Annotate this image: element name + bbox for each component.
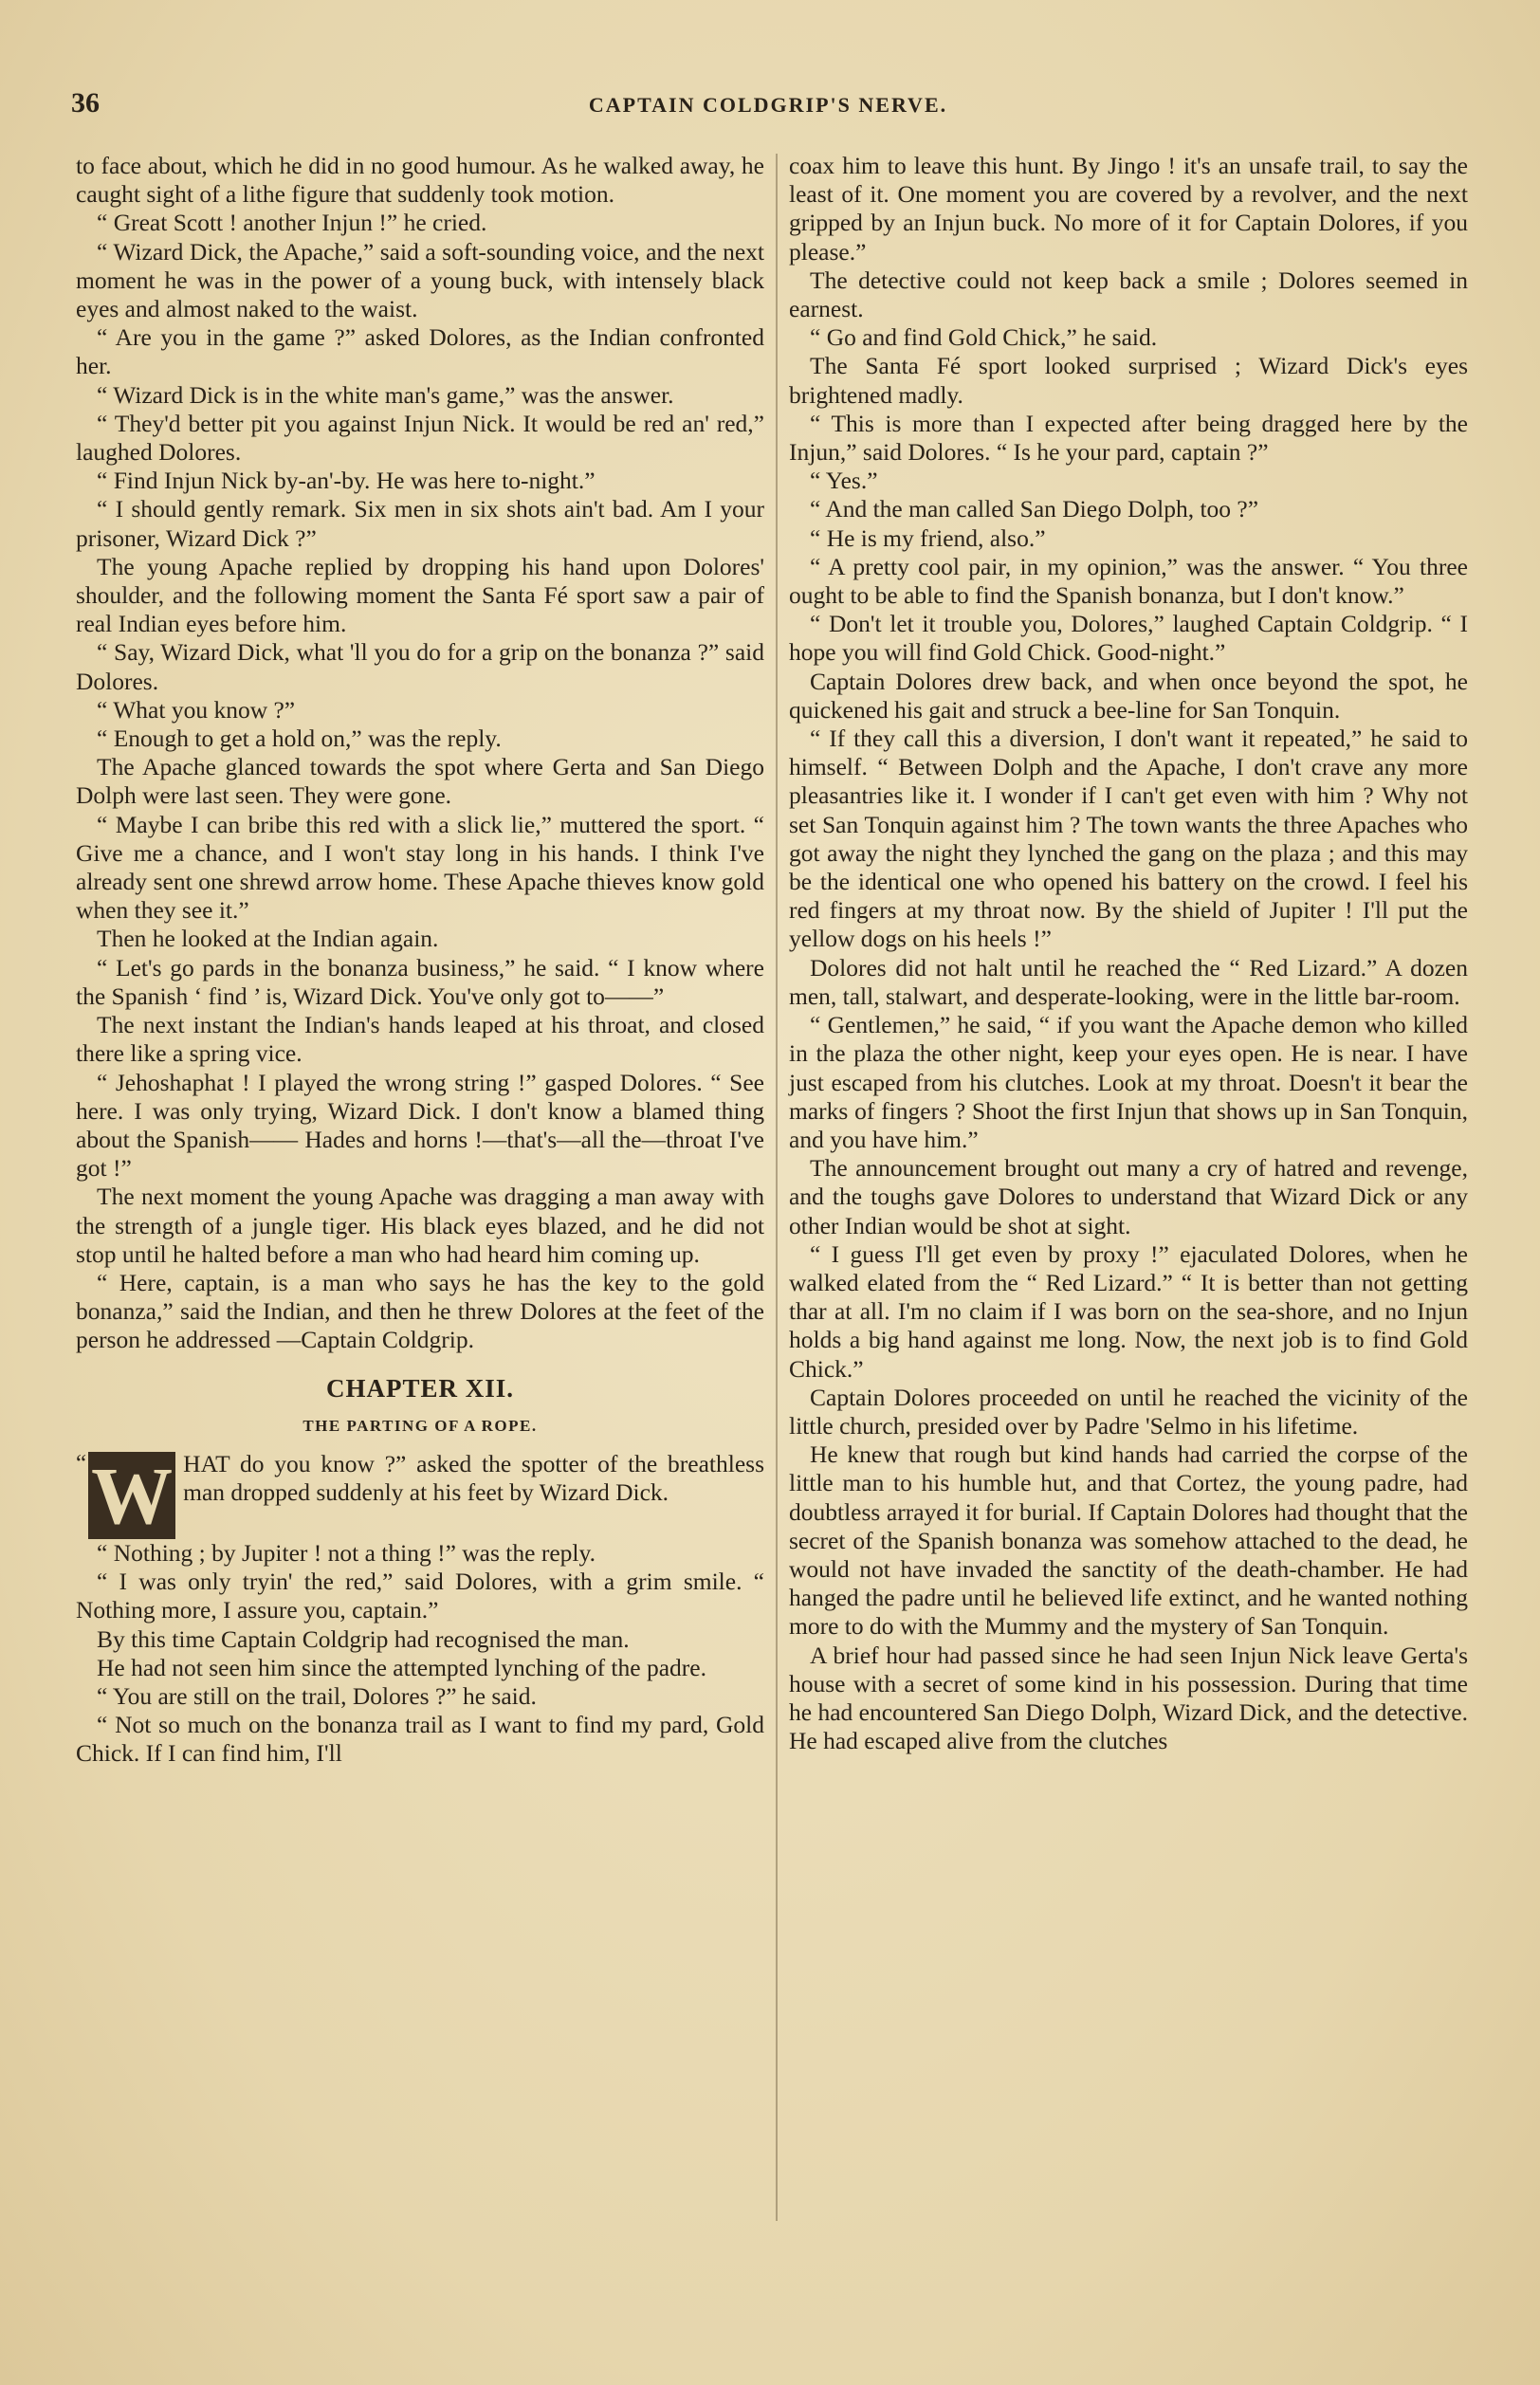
paragraph: “ You are still on the trail, Dolores ?” he said. — [97, 1681, 537, 1710]
paragraph: “ This is more than I expected after being dragged here by the Injun,” said Dolores. “ Is he your pard, captain ?” — [789, 409, 1468, 467]
paragraph: “ Yes.” — [810, 467, 878, 495]
paragraph: “ He is my friend, also.” — [810, 523, 1046, 552]
paragraph: “ Don't let it trouble you, Dolores,” laughed Captain Coldgrip. “ I hope you will find Gold Chick. Good-night.” — [789, 610, 1468, 667]
paragraph: The Apache glanced towards the spot where Gerta and San Diego Dolph were last seen. They were gone. — [76, 753, 764, 810]
column-divider — [776, 154, 778, 2221]
paragraph: “ A pretty cool pair, in my opinion,” was the answer. “ You three ought to be able to find the Spanish bonanza, but I don't know.” — [789, 552, 1468, 610]
page-header — [71, 87, 1465, 125]
paragraph: “ They'd better pit you against Injun Nick. It would be red an' red,” laughed Dolores. — [76, 409, 764, 467]
paragraph: “ Jehoshaphat ! I played the wrong string !” gasped Dolores. “ See here. I was only trying, Wizard Dick. I don't know a blamed thing about the Spanish—— Hades and horns !—that's—all the—throat I've got !” — [76, 1068, 764, 1183]
paragraph: “ Are you in the game ?” asked Dolores, as the Indian confronted her. — [76, 323, 764, 380]
paragraph: The next moment the young Apache was dragging a man away with the strength of a jungle tiger. His black eyes blazed, and he did not stop until he halted before a man who had heard him coming up. — [76, 1183, 764, 1268]
paragraph: “ I was only tryin' the red,” said Dolores, with a grim smile. “ Nothing more, I assure you, captain.” — [76, 1568, 764, 1624]
paragraph: “ Here, captain, is a man who says he has the key to the gold bonanza,” said the Indian, and then he threw Dolores at the feet of the person he addressed —Captain Coldgrip. — [76, 1268, 764, 1354]
paragraph: Captain Dolores proceeded on until he reached the vicinity of the little church, presided over by Padre 'Selmo in his lifetime. — [789, 1383, 1468, 1440]
paragraph: “ Great Scott ! another Injun !” he cried. — [97, 209, 487, 237]
chapter-opening — [76, 1450, 764, 1539]
paragraph: “ Wizard Dick is in the white man's game,” was the answer. — [97, 380, 674, 409]
paragraph: “ Go and find Gold Chick,” he said. — [810, 323, 1158, 352]
paragraph: Dolores did not halt until he reached the “ Red Lizard.” A dozen men, tall, stalwart, and desperate-looking, were in the little bar-room. — [789, 953, 1468, 1010]
paragraph: “ I should gently remark. Six men in six shots ain't bad. Am I your prisoner, Wizard Dick ?” — [76, 495, 764, 552]
paragraph: “ Wizard Dick, the Apache,” said a soft-sounding voice, and the next moment he was in the power of a young buck, with intensely black eyes and almost naked to the waist. — [76, 237, 764, 323]
right-column — [789, 152, 1468, 1755]
paragraph: coax him to leave this hunt. By Jingo ! it's an unsafe trail, to say the least of it. One moment you are covered by a revolver, and the next gripped by an Injun buck. No more of it for Captain Dolores, if you please.” — [789, 152, 1468, 266]
paragraph: to face about, which he did in no good humour. As he walked away, he caught sight of a lithe figure that suddenly took motion. — [76, 152, 764, 209]
paragraph: He knew that rough but kind hands had carried the corpse of the little man to his humble hut, and that Cortez, the young padre, had doubtless arrayed it for burial. If Captain Dolores had thought that the secret of the Spanish bonanza was somehow attached to the dead, he would not have invaded the sanctity of the death-chamber. He had hanged the padre until he believed life extinct, and he wanted nothing more to do with the Mummy and the mystery of San Tonquin. — [789, 1440, 1468, 1641]
paragraph: “ Find Injun Nick by-an'-by. He was here to-night.” — [97, 467, 596, 495]
paragraph: Then he looked at the Indian again. — [97, 925, 439, 953]
paragraph: The announcement brought out many a cry of hatred and revenge, and the toughs gave Dolores to understand that Wizard Dick or any other Indian would be shot at sight. — [789, 1154, 1468, 1239]
paragraph: “ Nothing ; by Jupiter ! not a thing !” was the reply. — [97, 1538, 596, 1567]
running-head: CAPTAIN COLDGRIP'S NERVE. — [588, 93, 948, 117]
paragraph: The young Apache replied by dropping his hand upon Dolores' shoulder, and the following moment the Santa Fé sport saw a pair of real Indian eyes before him. — [76, 552, 764, 638]
paragraph: “ Gentlemen,” he said, “ if you want the Apache demon who killed in the plaza the other night, keep your eyes open. He is near. I have just escaped from his clutches. Look at my throat. Doesn't it bear the marks of fingers ? Shoot the first Injun that shows up in San Tonquin, and you have him.” — [789, 1011, 1468, 1153]
page-number: 36 — [71, 87, 100, 119]
paragraph: The Santa Fé sport looked surprised ; Wizard Dick's eyes brightened madly. — [789, 352, 1468, 409]
paragraph: The next instant the Indian's hands leaped at his throat, and closed there like a spring vice. — [76, 1011, 764, 1068]
paragraph: “ I guess I'll get even by proxy !” ejaculated Dolores, when he walked elated from the “ Red Lizard.” “ It is better than not getting thar at all. I'm no claim if I was born on the sea-shore, and no Injun holds a big hand against me long. Now, the next job is to find Gold Chick.” — [789, 1239, 1468, 1383]
paragraph: “ Say, Wizard Dick, what 'll you do for a grip on the bonanza ?” said Dolores. — [76, 638, 764, 695]
chapter-subtitle: THE PARTING OF A ROPE. — [302, 1416, 538, 1435]
opening-quote-mark: “ — [76, 1450, 87, 1477]
paragraph: “ Not so much on the bonanza trail as I want to find my pard, Gold Chick. If I can find him, I'll — [76, 1711, 764, 1768]
paragraph: By this time Captain Coldgrip had recognised the man. — [97, 1624, 630, 1653]
paragraph: “ Maybe I can bribe this red with a slick lie,” muttered the sport. “ Give me a chance, and I won't stay long in his hands. I think I've already sent one shrewd arrow home. These Apache thieves know gold when they see it.” — [76, 810, 764, 925]
paragraph: Captain Dolores drew back, and when once beyond the spot, he quickened his gait and struck a bee-line for San Tonquin. — [789, 667, 1468, 724]
paragraph: “ If they call this a diversion, I don't want it repeated,” he said to himself. “ Between Dolph and the Apache, I don't crave any more pleasantries like it. I wonder if I can't get even with him ? Why not set San Tonquin against him ? The town wants the three Apaches who got away the night they lynched the gang on the plaza ; and this may be the identical one who opened his battery on the crowd. I feel his red fingers at my throat now. By the shield of Jupiter ! I'll put the yellow dogs on his heels !” — [789, 725, 1468, 953]
paragraph: “ And the man called San Diego Dolph, too ?” — [810, 495, 1259, 523]
paragraph: “ What you know ?” — [97, 695, 296, 724]
paragraph: A brief hour had passed since he had seen Injun Nick leave Gerta's house with a secret of some kind in his possession. During that time he had encountered San Diego Dolph, Wizard Dick, and the detective. He had escaped alive from the clutches — [789, 1641, 1468, 1755]
drop-cap-letter: W — [88, 1452, 175, 1539]
chapter-title: CHAPTER XII. — [325, 1373, 515, 1403]
left-column — [76, 152, 764, 1769]
paragraph: “ Enough to get a hold on,” was the reply. — [97, 725, 502, 753]
paragraph: He had not seen him since the attempted lynching of the padre. — [97, 1653, 706, 1681]
paragraph: HAT do you know ?” asked the spotter of the breathless man dropped suddenly at his feet by Wizard Dick. — [183, 1449, 764, 1507]
paragraph: The detective could not keep back a smile ; Dolores seemed in earnest. — [789, 266, 1468, 323]
paragraph: “ Let's go pards in the bonanza business,” he said. “ I know where the Spanish ‘ find ’ is, Wizard Dick. You've only got to——” — [76, 953, 764, 1010]
